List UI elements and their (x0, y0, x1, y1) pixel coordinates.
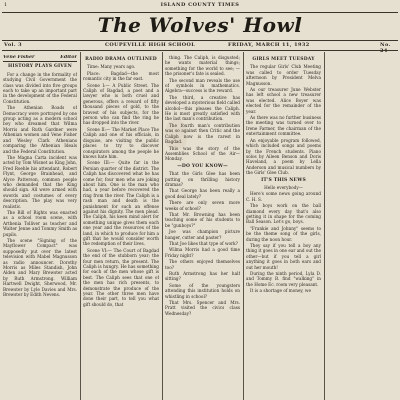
story-paragraph: thing. The Caliph, is disgusted; he wants material things; something for the world to see; —the prisoner's fate is sealed. (165, 55, 240, 77)
paper-name: ISLAND COUNTY TIMES (160, 2, 240, 8)
story-paragraph: The scene "Signing of the Mayflower Compact" was supposedly put over the latest television with Mabel Magnusson as radio announcer. Dorothy Morris as Miles Standish, John Alden and Mary Brewster acted by Ruth Armstrong. William Hartwell Dwight, Sherwood, Mr. Brewster by Lyle Davies and Mrs. Brewster by Edith Nevens. (3, 238, 77, 298)
editor-credit (3, 55, 77, 62)
do-you-know-headline: —DO YOU KNOW— (177, 163, 228, 169)
question-item: That Mr. Browning has been teaching some of his students to be "gunboys?" (165, 211, 240, 228)
story-paragraph: "Frankie and Johnny" seems to be the theme song of the girls, during the noon hour. (246, 225, 321, 242)
column-do-you-know (165, 55, 240, 400)
story-paragraph: They say if you tell a boy any thing it goes in one ear and out the other—but if you tell a girl anything it goes in both ears and out her mouth! (246, 243, 321, 270)
question-item: Some of the youngsters attending this institution holds on whistling in school? (165, 282, 240, 299)
story-paragraph: As there was no further business the meeting was turned over to Irene Farmer, the chairman of the entertainment committee. (246, 115, 321, 137)
volume-label: Vol. 3 (4, 42, 23, 48)
column-divider (162, 52, 163, 400)
issue-number: No. 24 (380, 42, 391, 54)
story-paragraph: The Athenian Roads of Democracy were portrayed by one group acting as a modern school boy who dreamed that Wilma Morris and Ruth Gardner were Athenian women and Vene Fisher and Wesley Clark Athenians comparing the Athenian Ideals and the Federal Constitution. (3, 105, 77, 154)
story-paragraph: The boys work on the ball diamond every day that's also getting it in shape for the coming Ball Season. Let's go, boys. (246, 203, 321, 225)
editor-title: Editor (60, 55, 77, 60)
question-item: That Mrs. Spencer and Mrs. Pratt visited the civics class Wednesday? (165, 300, 240, 316)
question-item: The others enjoyed themselves too? (165, 259, 240, 270)
question-item: There are only seven more weeks of school? (165, 200, 240, 211)
question-item: That the Girls Glee has been putting on thrilling history dramas? (165, 171, 240, 187)
story-paragraph: This was the story of the Assemblies School of the Air—Monday. (165, 145, 240, 162)
column-divider (243, 52, 244, 400)
story-paragraph: The Bill of Rights was enacted as a school room scene, with Arthenia Tolliver as teacher and Walter Jenne and Tommy Smith as pupils. (3, 209, 77, 237)
story-paragraph: Scene III:— Quite far in the Persian quarter of the district. The Caliph has discovered what he has come for, four men who are joking about him. One is the man who had, a year before recovered the ring from the river. The Caliph is a rash man and death is the punishment for such an offense against his dignity. The men plead. The Caliph, his keen mind alert for something unique gives them each one year and the resources of the land, in which to produce for him a gift that he would consider worth the redemption of their lives. (83, 160, 159, 247)
story-paragraph: The second man reveals the use of symbols in mathematics. Algebra—success is the reward. (165, 77, 240, 94)
story-paragraph: For a change in the formality of studying Civil Government the class was divided into five groups each to take up an important part in the development of the Federal Constitution. (3, 71, 77, 104)
story-paragraph: As our treasurer June Webster has left school a new treasurer was elected. Alice Boyer was elected for the remainder of the year. (246, 87, 321, 114)
story-paragraph: Here's some news going around C. H. S. (246, 191, 321, 202)
news-headline: IT'S THIS NEWS (261, 177, 306, 183)
issue-date: FRIDAY, MARCH 11, 1932 (228, 42, 310, 48)
story-paragraph: It is a shortage of money, we (250, 288, 311, 294)
school-name: COUPEVILLE HIGH SCHOOL (105, 42, 196, 48)
question-item: Joe was champion picture hanger, cutter and paster? (165, 229, 240, 240)
story-paragraph: Scene II:— The Market Place The Caliph and one of his officials, in disguise, are visiting the public places to try to discover conspirators among the people he knows hate him. (83, 126, 159, 159)
column-divider (80, 52, 81, 400)
story-paragraph: Scene VI:— The Court of Bagdad the end of the stubborn year; the four men return, the present. The Caliph is hungry. He has something for each of the men whose gift is best. The Caliph sees that one of the men has rich presents, to demonstrate the produce of the year. The other three men have done their part, to tell you what gift should do, that (83, 247, 159, 307)
story-paragraph: The fourth man's contribution was so against then Critic and the Caliph now is the rarest in Bagdad. (165, 122, 240, 145)
column-girls-meet (246, 55, 321, 400)
question-item: Wilma Morris had a good time Friday night? (165, 247, 240, 258)
story-paragraph: The third, a creative has developed a mysterious field called alcohol—this pleases the Caliph. He is most greatly satisfied with the last man's contribution. (165, 94, 240, 122)
story-headline: GIRLS MEET TUESDAY (252, 57, 315, 62)
column-radio-drama (83, 55, 159, 400)
dateline (0, 41, 400, 54)
column-history-plays (3, 55, 77, 400)
story-paragraph: Place: Bagdad—the most romantic city in the far east. (83, 70, 159, 82)
story-paragraph: Time: Many years ago. (87, 64, 136, 70)
story-paragraph: During the ninth period, Lyla D. and Tommy B. find "walking" in the Home Ec. room very pleasant. (246, 271, 321, 287)
story-paragraph: Hello everybody— (264, 184, 303, 190)
dateline-rule-bottom (2, 50, 398, 51)
story-paragraph: The Magna Carta incident was acted by Tom Wisnet as King John, Fred Roehle his attendant, Robert Flynt, George Brainhead, and Alyce Patterson, common people who demanded that the King should sign. All were armed with swords and costumes of every description. The play was very realistic. (3, 154, 77, 209)
page-number: 1 (4, 2, 8, 8)
column-continuation (327, 55, 398, 400)
story-headline: HISTORY PLAYS GIVEN (8, 64, 72, 70)
story-paragraph: The regular Girls' Club Meeting was called to order Tuesday afternoon by President Melva Magnusson. (246, 64, 321, 86)
question-item: That Joe likes that type of work? (169, 241, 238, 246)
story-paragraph: An enjoyable program followed, which included songs and poems by the French students. Piano solos by Aileen Benson and Doris Haveland, a poem by Lella Anderson and musical numbers by the Girls' Glee Club. (246, 137, 321, 176)
question-item: Ruth Armstrong has her half sitting? (165, 271, 240, 282)
story-paragraph: Scene I:— A Public Street. The Caliph of Bagdad, a poet and a lawyer who is both cruel and generous, offers a reward of fifty thousand pieces of gold, to the bravest of his subjects, for the person who can find the ring he has dropped into the river. (83, 82, 159, 126)
question-item: That George has been really a good deal lately? (165, 188, 240, 199)
story-headline: RADIO DRAMA OUTLINED (85, 57, 157, 62)
masthead-title: The Wolves' Howl (97, 13, 303, 37)
column-divider (324, 52, 325, 400)
editor-name: Vene Fisher (3, 55, 35, 60)
